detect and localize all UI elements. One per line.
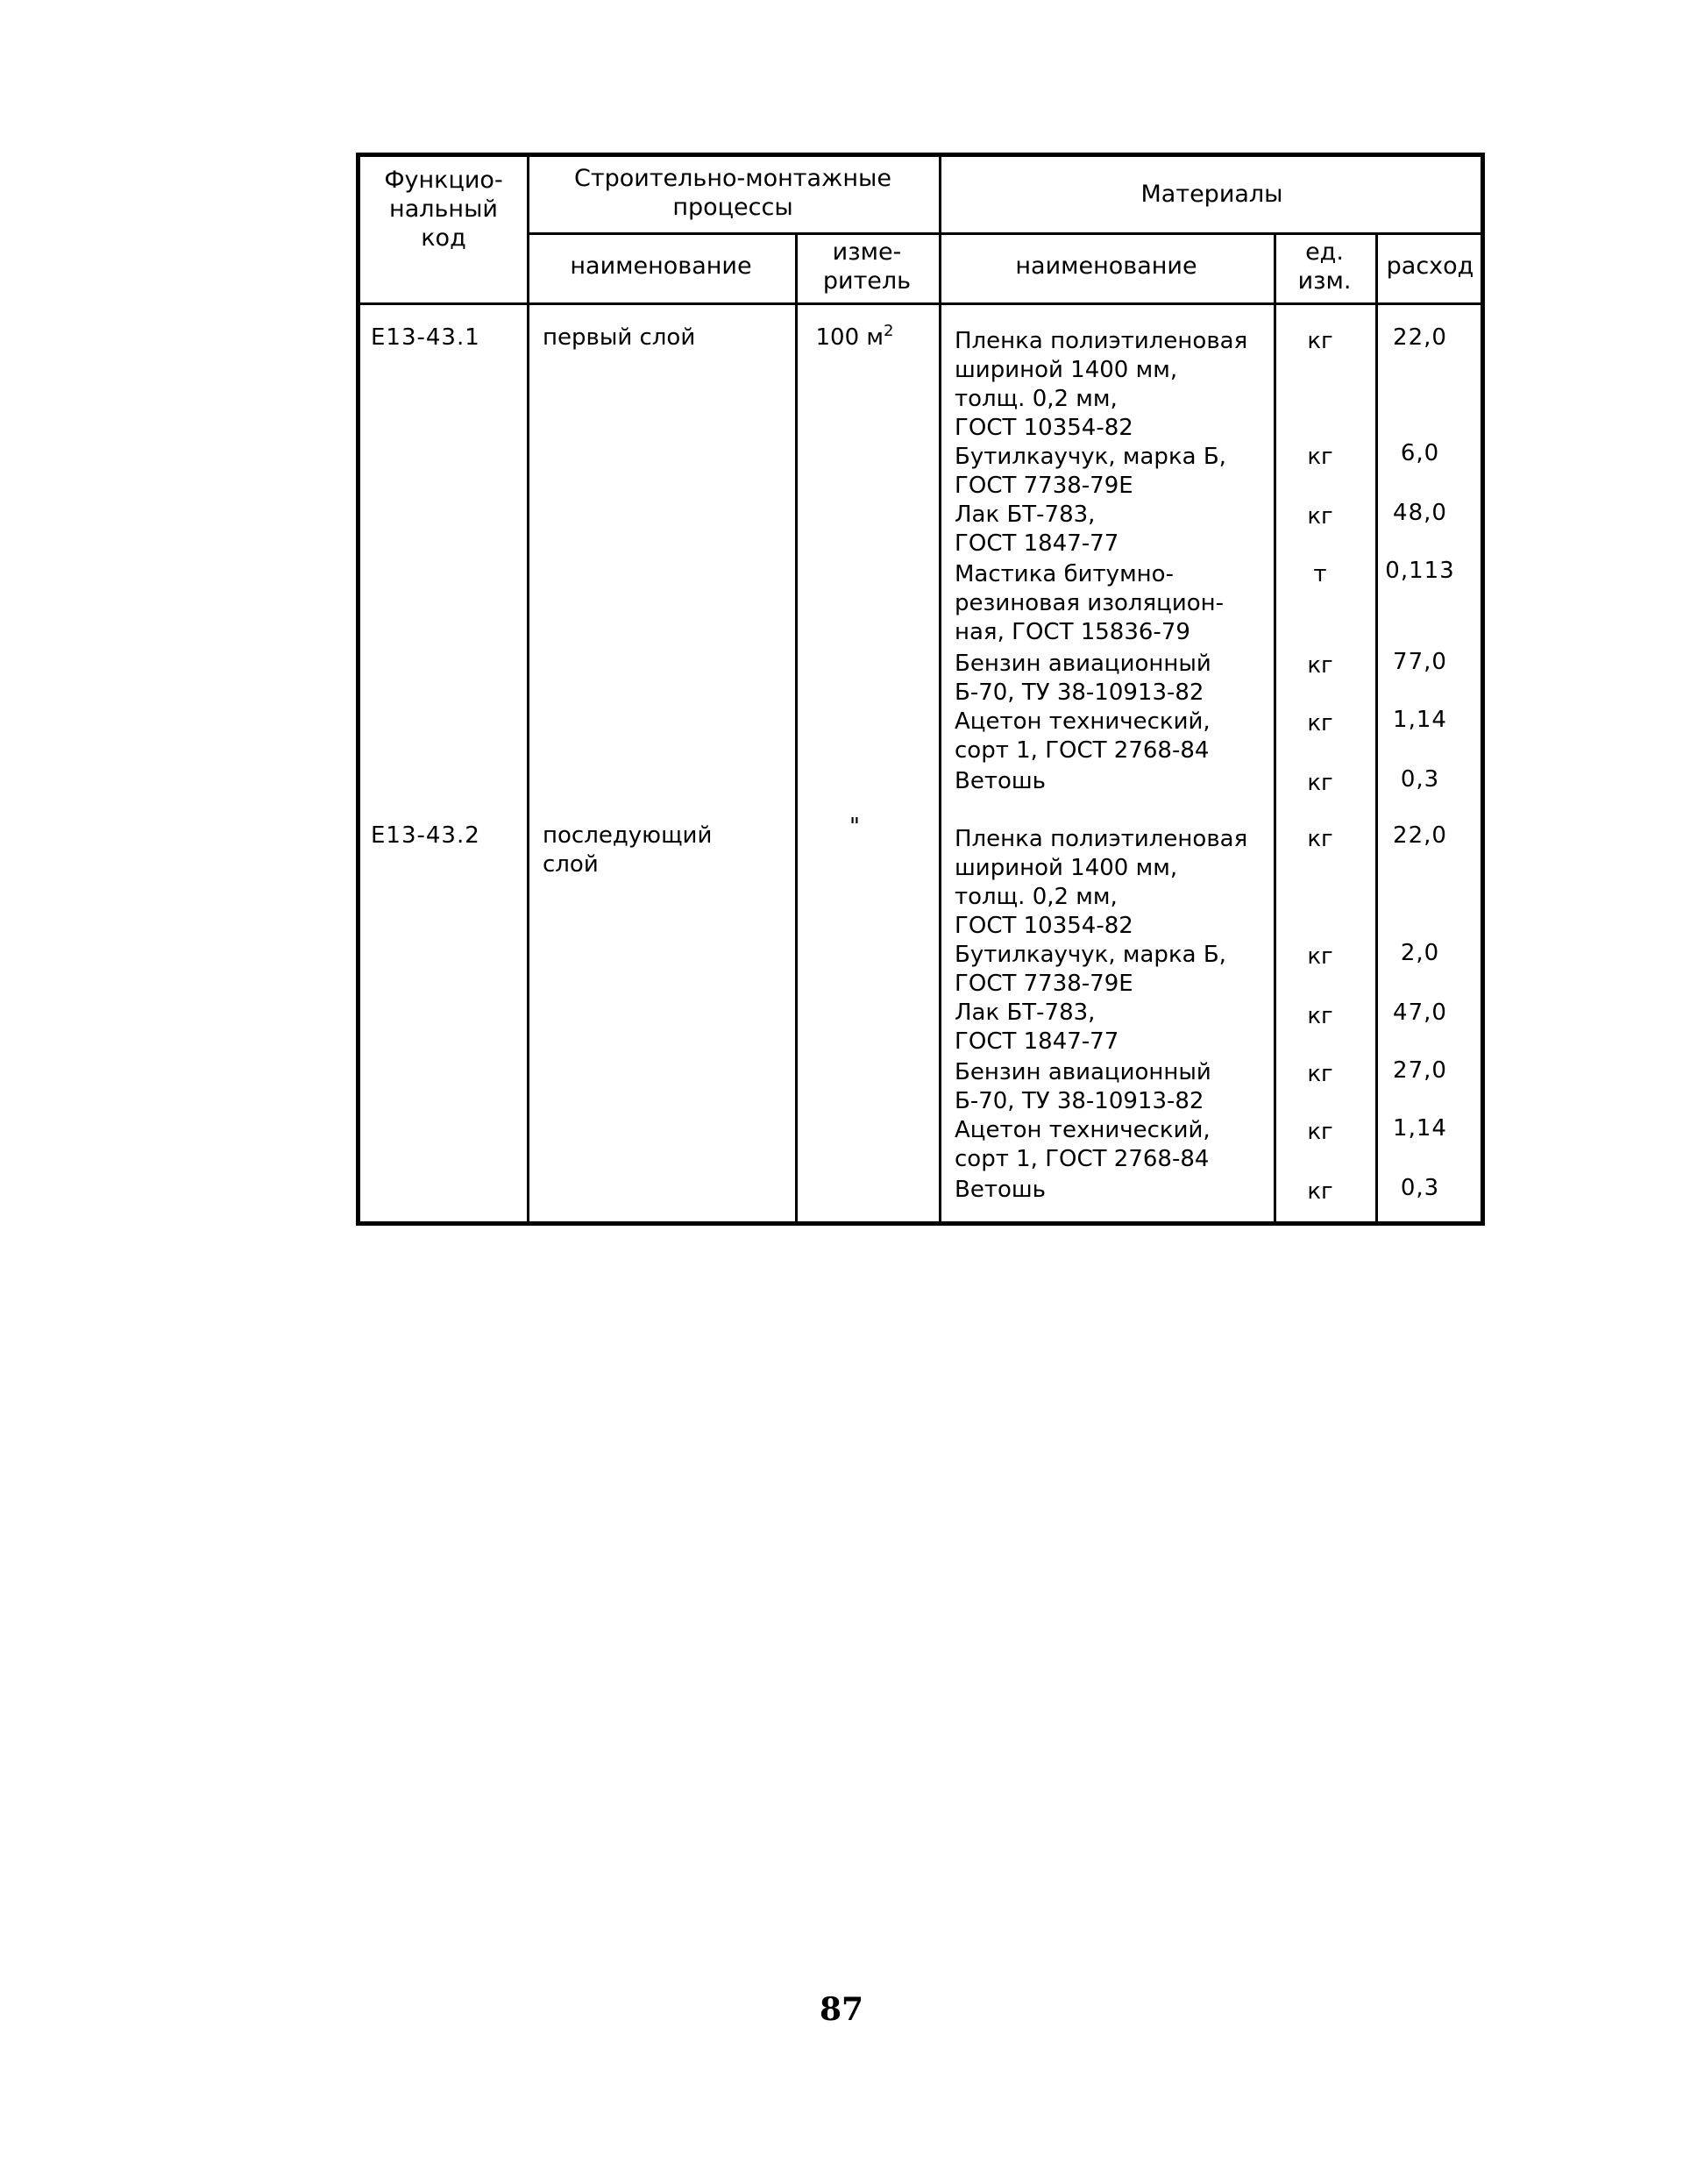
material-name: Ацетон технический, сорт 1, ГОСТ 2768-84: [955, 1117, 1211, 1172]
col-divider: [939, 157, 941, 1221]
material-name: Бензин авиационный Б-70, ТУ 38-10913-82: [955, 651, 1211, 706]
material-unit: кг: [1307, 444, 1333, 470]
material-unit: кг: [1307, 770, 1333, 796]
row-code: Е13-43.2: [371, 822, 480, 849]
material-name: Ветошь: [955, 768, 1046, 794]
header-consumption: расход: [1386, 253, 1474, 280]
col-divider: [527, 157, 529, 1221]
material-qty: 22,0: [1393, 324, 1447, 351]
material-qty: 0,3: [1400, 766, 1440, 793]
col-divider: [795, 234, 798, 1221]
header-measure: изме- ритель: [822, 238, 912, 295]
material-name: Бутилкаучук, марка Б, ГОСТ 7738-79Е: [955, 444, 1226, 499]
material-qty: 2,0: [1400, 940, 1440, 966]
row-process: первый слой: [543, 324, 696, 351]
header-code: Функцио- нальный код: [384, 167, 503, 252]
materials-table: [356, 153, 1485, 1226]
material-name: Пленка полиэтиленовая шириной 1400 мм, толщ. 0,2 мм, ГОСТ 10354-82: [955, 826, 1248, 939]
material-qty: 77,0: [1393, 649, 1447, 675]
material-qty: 0,113: [1385, 558, 1455, 584]
material-name: Пленка полиэтиленовая шириной 1400 мм, толщ. 0,2 мм, ГОСТ 10354-82: [955, 328, 1248, 441]
material-unit: кг: [1307, 1003, 1333, 1029]
row-measure: 100 $м^2$: [815, 322, 894, 351]
material-qty: 47,0: [1393, 1000, 1447, 1026]
material-unit: кг: [1307, 1061, 1333, 1087]
material-unit: кг: [1307, 503, 1333, 530]
row-code: Е13-43.1: [371, 324, 480, 351]
row-measure: ": [849, 814, 860, 840]
material-name: Бензин авиационный Б-70, ТУ 38-10913-82: [955, 1059, 1211, 1114]
material-unit: кг: [1307, 652, 1333, 679]
material-unit: кг: [1307, 328, 1333, 354]
material-qty: 22,0: [1393, 822, 1447, 849]
material-unit: кг: [1307, 943, 1333, 970]
material-unit: т: [1313, 561, 1327, 587]
header-material-name: наименование: [1015, 253, 1197, 280]
material-name: Лак БТ-783, ГОСТ 1847-77: [955, 502, 1119, 557]
material-unit: кг: [1307, 826, 1333, 852]
header-process-name: наименование: [570, 253, 752, 280]
material-name: Ацетон технический, сорт 1, ГОСТ 2768-84: [955, 708, 1211, 764]
material-name: Ветошь: [955, 1177, 1046, 1203]
material-qty: 48,0: [1393, 500, 1447, 526]
header-unit: ед. изм.: [1297, 238, 1352, 295]
header-processes: Строительно-монтажные процессы: [574, 165, 891, 221]
header-divider: [527, 232, 1481, 235]
header-bottom-line: [360, 302, 1481, 305]
material-qty: 27,0: [1393, 1057, 1447, 1084]
material-name: Мастика битумно- резиновая изоляцион- ная, ГОСТ 15836-79: [955, 561, 1225, 645]
material-unit: кг: [1307, 710, 1333, 736]
material-qty: 6,0: [1400, 440, 1440, 466]
page-number: 87: [819, 1991, 864, 2028]
material-name: Лак БТ-783, ГОСТ 1847-77: [955, 1000, 1119, 1055]
header-materials: Материалы: [1140, 181, 1283, 208]
material-qty: 1,14: [1393, 707, 1447, 733]
material-qty: 1,14: [1393, 1115, 1447, 1142]
material-name: Бутилкаучук, марка Б, ГОСТ 7738-79Е: [955, 942, 1226, 997]
material-qty: 0,3: [1400, 1175, 1440, 1201]
material-unit: кг: [1307, 1178, 1333, 1205]
row-process: последующий слой: [543, 822, 713, 878]
material-unit: кг: [1307, 1119, 1333, 1145]
